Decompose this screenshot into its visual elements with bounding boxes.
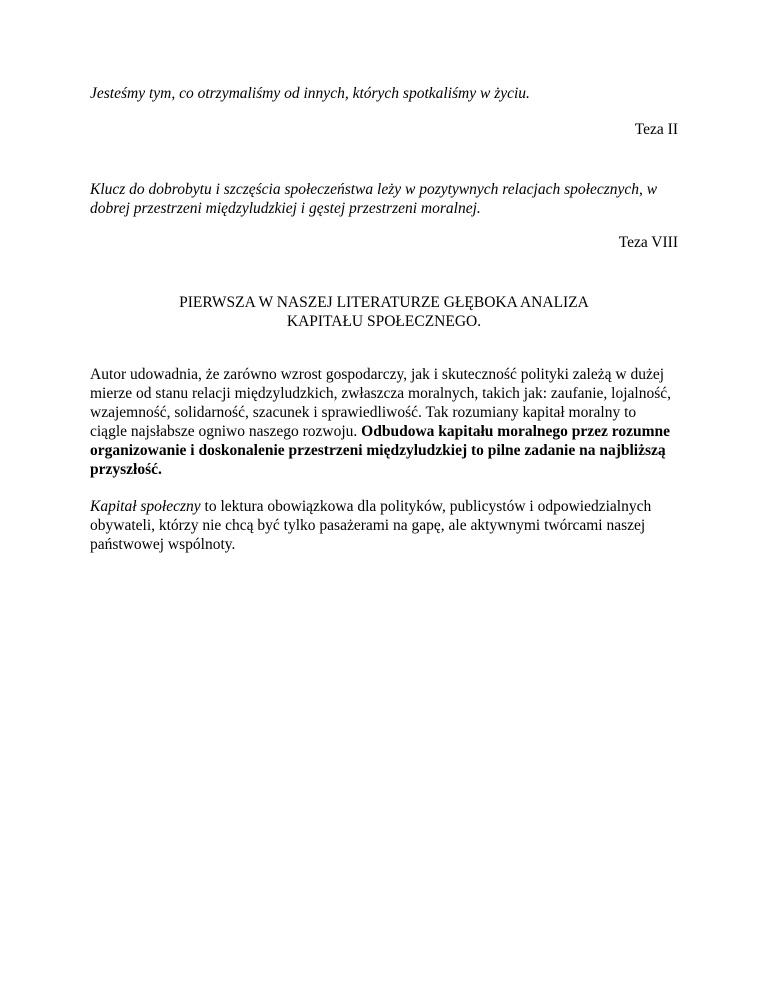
quote-1-text: Jesteśmy tym, co otrzymaliśmy od innych, których spotkaliśmy w życiu. xyxy=(90,85,530,102)
paragraph-1-line-3: wzajemność, solidarność, szacunek i sprawiedliwość. Tak rozumiany kapitał moralny to xyxy=(90,404,637,421)
paragraph-1-line-6: przyszłość. xyxy=(90,461,162,478)
heading-line-1: PIERWSZA W NASZEJ LITERATURZE GŁĘBOKA ANALIZA xyxy=(179,294,589,311)
paragraph-2-line-2: obywateli, którzy nie chcą być tylko pasażerami na gapę, ale aktywnymi twórcami naszej xyxy=(90,517,646,534)
quote-2-line-2: dobrej przestrzeni międzyludzkiej i gęstej przestrzeni moralnej. xyxy=(90,200,481,217)
paragraph-1-line-4-plain: ciągle najsłabsze ogniwo naszego rozwoju. xyxy=(90,423,362,440)
paragraph-1-line-4 xyxy=(90,422,670,441)
paragraph-2-line-1-plain: to lektura obowiązkowa dla polityków, publicystów i odpowiedzialnych xyxy=(200,498,652,515)
paragraph-1-line-5: organizowanie i doskonalenie przestrzeni międzyludzkiej to pilne zadanie na najbliższą xyxy=(90,442,666,459)
quote-1-attribution: Teza II xyxy=(634,121,678,138)
paragraph-2-line-3: państwowej wspólnoty. xyxy=(90,536,236,553)
paragraph-1-line-2: mierze od stanu relacji międzyludzkich, zwłaszcza moralnych, takich jak: zaufanie, lojalność, xyxy=(90,385,672,402)
book-title: Kapitał społeczny xyxy=(90,498,201,515)
heading-line-2: KAPITAŁU SPOŁECZNEGO. xyxy=(286,313,482,330)
quote-2-attribution: Teza VIII xyxy=(618,234,678,251)
paragraph-2-line-1 xyxy=(90,497,651,516)
paragraph-1-line-4-bold: Odbudowa kapitału moralnego przez rozumne xyxy=(361,423,671,440)
quote-2-line-1: Klucz do dobrobytu i szczęścia społeczeństwa leży w pozytywnych relacjach społecznych, w xyxy=(90,181,658,198)
paragraph-1-line-1: Autor udowadnia, że zarówno wzrost gospodarczy, jak i skuteczność polityki zależą w dużej xyxy=(90,366,665,383)
